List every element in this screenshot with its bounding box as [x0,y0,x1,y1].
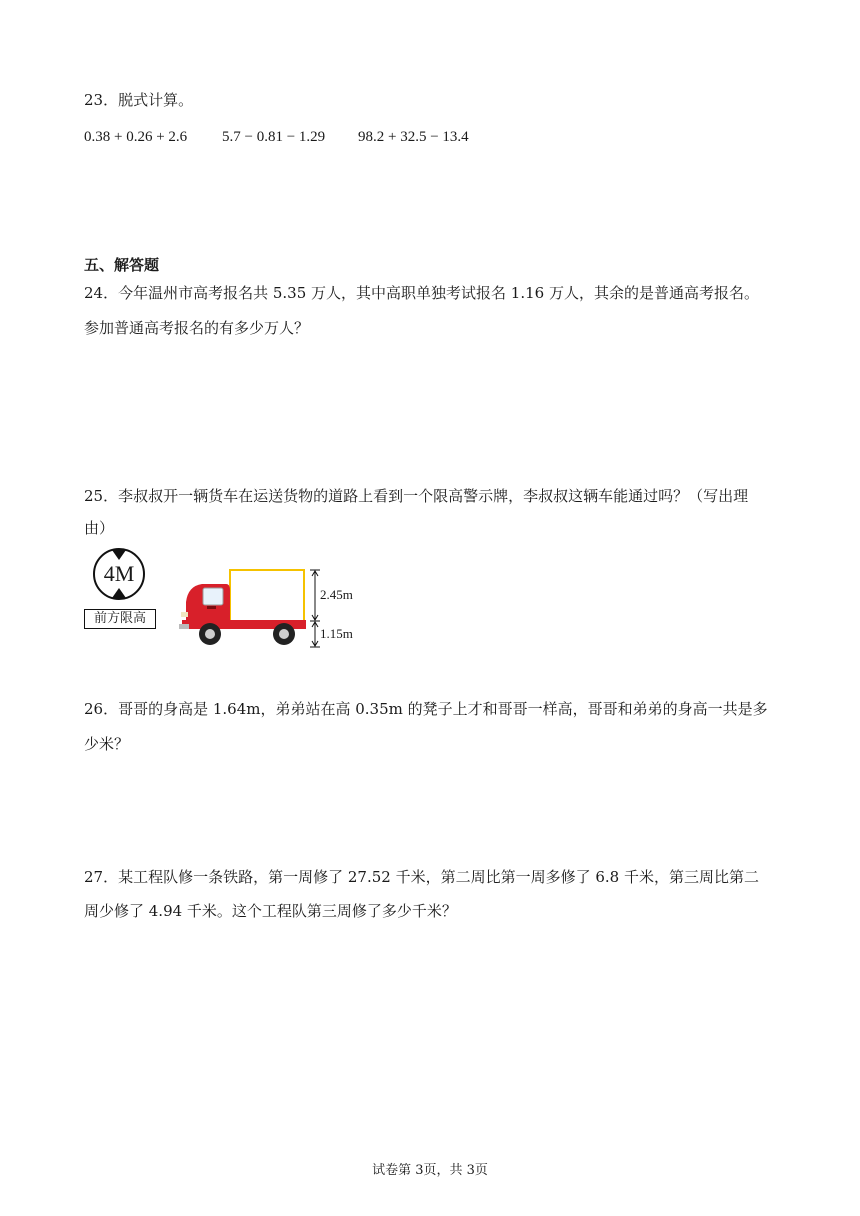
q26-line-1: 26．哥哥的身高是 1.64m，弟弟站在高 0.35m 的凳子上才和哥哥一样高，哥哥和弟弟的身高一共是多 [84,700,768,718]
q23-expression-3: 98.2 + 32.5 − 13.4 [358,129,469,145]
page-footer: 试卷第 3页，共 3页 [372,1163,488,1178]
q23-expression-1: 0.38 + 0.26 + 2.6 [84,129,188,145]
q23-title: 23．脱式计算。 [84,91,194,109]
q25-line-2: 由） [84,519,115,537]
headlight [181,612,188,617]
sign-plate-label: 前方限高 [84,609,156,629]
triangle-down-icon [112,550,126,560]
q27-line-2: 周少修了 4.94 千米。这个工程队第三周修了多少千米？ [84,902,457,920]
cab-mirror [207,606,216,609]
section-title: 五、解答题 [84,256,160,274]
bumper [179,624,189,629]
q24-line-2: 参加普通高考报名的有多少万人？ [84,319,310,337]
cab-window [203,588,223,605]
triangle-up-icon [112,588,126,598]
q24-line-1: 24．今年温州市高考报名共 5.35 万人，其中高职单独考试报名 1.16 万人，其余的是普通高考报名。 [84,284,759,302]
cargo-box [230,570,304,621]
q26-line-2: 少米？ [84,735,130,753]
cargo-height-label: 2.45m [320,587,353,602]
base-height-label: 1.15m [320,626,353,641]
q25-line-1: 25．李叔叔开一辆货车在运送货物的道路上看到一个限高警示牌，李叔叔这辆车能通过吗？（写出理 [84,487,749,505]
height-limit-sign [82,548,158,634]
q23-expression-2: 5.7 − 0.81 − 1.29 [222,129,326,145]
q27-line-1: 27．某工程队修一条铁路，第一周修了 27.52 千米，第二周比第一周多修了 6.8 千米，第三周比第二 [84,868,759,886]
sign-height-value: 4M [103,561,135,586]
